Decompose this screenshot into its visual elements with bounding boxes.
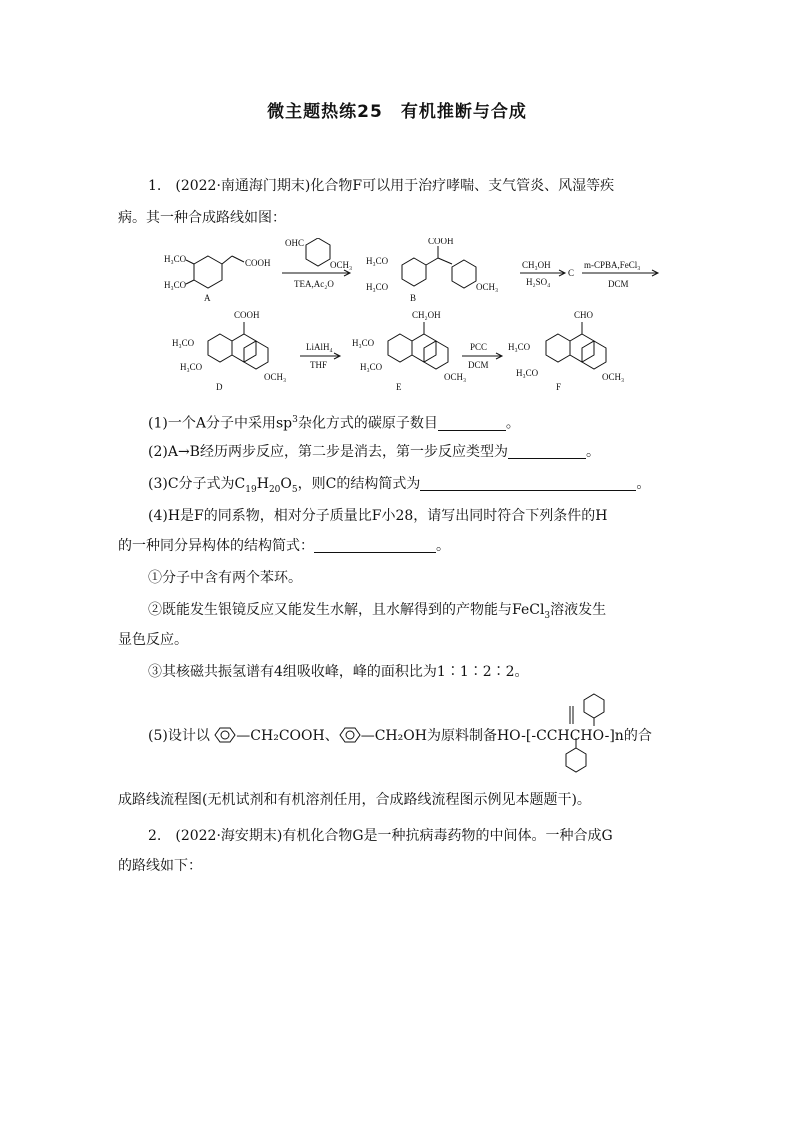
condition-2-cont: 显色反应。	[118, 632, 188, 648]
sub-E2: H₃CO	[360, 362, 383, 372]
sub-D4: OCH₃	[264, 372, 287, 382]
sub-D2: H₃CO	[180, 362, 203, 372]
p3-o: O	[280, 476, 292, 492]
sub-D3: COOH	[234, 310, 260, 320]
c2-text-b: 溶液发生	[550, 602, 607, 618]
reagent-2-top: CH₃OH	[522, 260, 551, 270]
p5-sep: 、	[324, 728, 339, 744]
reagent-5-top: PCC	[470, 342, 488, 352]
label-A: A	[204, 293, 211, 303]
c2-sub: 3	[544, 610, 551, 621]
label-B: B	[410, 293, 417, 303]
q1-lead: 1. (2022·南通海门期末)化合物F可以用于治疗哮喘、支气管炎、风湿等疾	[148, 178, 615, 194]
reagent-3-top: m-CPBA,FeCl₃	[584, 260, 641, 270]
benzene-icon	[339, 727, 361, 743]
p5-polymer: HO-[-CCHCHO-]n	[496, 728, 624, 744]
q1-part5	[148, 726, 708, 746]
sub-E4: OCH₃	[444, 372, 467, 382]
p3-end: 。	[636, 476, 651, 492]
p2-end: 。	[585, 444, 600, 460]
q1-part5-cont: 成路线流程图(无机试剂和有机溶剂任用，合成路线流程图示例见本题题干)。	[118, 792, 591, 808]
p4-end: 。	[436, 538, 450, 554]
ring-B1	[402, 258, 426, 286]
q2-lead: 2. (2022·海安期末)有机化合物G是一种抗病毒药物的中间体。一种合成G	[148, 828, 613, 844]
reagent-5-bottom: DCM	[468, 360, 489, 370]
q1-part2	[148, 442, 708, 462]
answer-blank-2[interactable]	[508, 444, 586, 459]
sub-E1: H₃CO	[352, 338, 375, 348]
p4-text: 的一种同分异构体的结构简式：	[118, 538, 314, 554]
sub-r1: OCH₃	[330, 260, 353, 270]
reagent-1-top: OHC	[285, 238, 305, 248]
p5-text-b: 为原料制备	[426, 728, 497, 744]
p5-text: (5)设计以	[148, 728, 210, 744]
condition-1: ①分子中含有两个苯环。	[148, 570, 302, 586]
sub-F4: OCH₃	[602, 372, 625, 382]
ring-F1	[546, 334, 570, 362]
p3-text-b: ，则C的结构简式为	[297, 476, 421, 492]
label-E: E	[396, 382, 402, 392]
answer-blank-4[interactable]	[314, 538, 436, 553]
sub-F3: CHO	[574, 310, 594, 320]
q1-lead-cont: 病。其一种合成路线如图：	[118, 210, 286, 226]
sub-E3: CH₂OH	[412, 310, 441, 320]
ring-E1	[388, 334, 412, 362]
sub-B4: OCH₃	[476, 282, 499, 292]
p3-sub2: 20	[268, 484, 281, 495]
q1-part4-cont	[118, 536, 678, 556]
ring-reagent	[306, 238, 330, 266]
label-D: D	[216, 382, 223, 392]
sub-D1: H₃CO	[172, 338, 195, 348]
p3-sub3: 5	[291, 484, 298, 495]
answer-blank-3[interactable]	[420, 476, 636, 491]
ring-D1	[208, 334, 232, 362]
p3-text: (3)C分子式为C	[148, 476, 246, 492]
q1-part1	[148, 410, 708, 434]
reagent-3-bottom: DCM	[608, 279, 629, 289]
c2-text: ②既能发生银镜反应又能发生水解，且水解得到的产物能与FeCl	[148, 602, 545, 618]
p1-text-b: 杂化方式的碳原子数目	[297, 415, 438, 432]
label-F: F	[556, 382, 562, 392]
answer-blank-1[interactable]	[438, 416, 506, 431]
synthesis-scheme	[160, 238, 680, 408]
p1-end: 。	[505, 415, 520, 432]
condition-3: ③其核磁共振氢谱有4组吸收峰，峰的面积比为1∶1∶2∶2。	[148, 664, 529, 680]
q1-part3	[148, 474, 708, 500]
reagent-4-top: LiAlH₄	[306, 342, 333, 352]
p1-sup: 3	[292, 415, 298, 425]
polymer-structure	[556, 690, 620, 780]
sub-A1: H₃CO	[164, 254, 187, 264]
label-C: C	[568, 268, 575, 278]
sub-B1: H₃CO	[366, 256, 389, 266]
reagent-4-bottom: THF	[310, 360, 328, 370]
q1-part4: (4)H是F的同系物，相对分子质量比F小28，请写出同时符合下列条件的H	[148, 508, 608, 524]
sub-F2: H₃CO	[516, 368, 539, 378]
reagent-1-bottom: TEA,Ac₂O	[294, 279, 334, 289]
p3-sub1: 19	[245, 484, 257, 495]
sub-A2: H₃CO	[164, 280, 187, 290]
q2-lead-cont: 的路线如下：	[118, 858, 202, 874]
sub-A3: COOH	[245, 258, 271, 268]
ring-B2	[452, 260, 476, 288]
p5-reactant-2: —CH₂OH	[360, 728, 427, 744]
p5-reactant-1: —CH₂COOH	[236, 728, 325, 744]
p3-h: H	[256, 476, 269, 492]
benzene-icon	[214, 727, 236, 743]
reagent-2-bottom: H₂SO₄	[526, 277, 551, 287]
p5-text-c: 的合	[623, 728, 652, 744]
page-title: 微主题热练25 有机推断与合成	[267, 102, 527, 122]
sub-B3: COOH	[428, 238, 454, 246]
p1-text: (1)一个A分子中采用sp	[148, 415, 293, 432]
condition-2	[148, 600, 708, 626]
sub-B2: H₃CO	[366, 282, 389, 292]
p2-text: (2)A→B经历两步反应，第二步是消去，第一步反应类型为	[148, 444, 508, 460]
sub-F1: H₃CO	[508, 342, 531, 352]
ring-A	[194, 256, 222, 288]
